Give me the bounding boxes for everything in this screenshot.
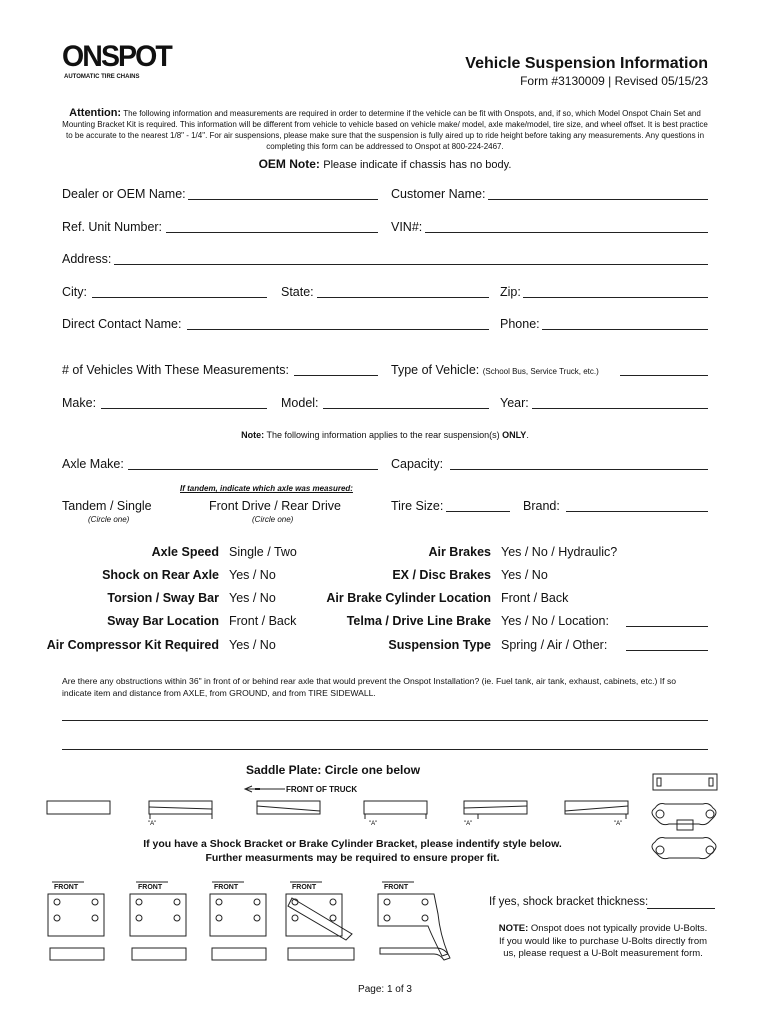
zip-label: Zip: — [500, 285, 521, 299]
zip-field[interactable] — [523, 297, 708, 298]
ubolt-note-text-3: us, please request a U-Bolt measurement form. — [503, 948, 703, 959]
model-label: Model: — [281, 396, 319, 410]
ref-unit-field[interactable] — [166, 232, 378, 233]
rear-note-text: The following information applies to the rear suspension(s) — [266, 430, 500, 440]
page-title: Vehicle Suspension Information — [465, 55, 708, 72]
tire-size-field[interactable] — [446, 511, 510, 512]
city-field[interactable] — [92, 297, 267, 298]
year-label: Year: — [500, 396, 529, 410]
form-info: Form #3130009 | Revised 05/15/23 — [520, 74, 708, 88]
suspension-type-options[interactable]: Spring / Air / Other: — [501, 638, 608, 652]
logo-wordmark: ONSPOT — [62, 40, 171, 73]
brake-cylinder-location-label: Air Brake Cylinder Location — [326, 591, 491, 605]
shock-thickness-label: If yes, shock bracket thickness: — [489, 896, 649, 908]
saddle-plate-option-4[interactable] — [364, 801, 427, 814]
ubolt-note-text-1: Onspot does not typically provide U-Bolts. — [530, 923, 708, 934]
rear-note — [0, 430, 770, 440]
num-vehicles-field[interactable] — [294, 375, 378, 376]
saddle-a-label-2: "A" — [369, 821, 378, 827]
bracket-front-label-3: FRONT — [214, 884, 239, 891]
num-vehicles-label: # of Vehicles With These Measurements: — [62, 363, 289, 377]
vehicle-type-field[interactable] — [620, 375, 708, 376]
vin-label: VIN#: — [391, 220, 423, 234]
axle-make-field[interactable] — [128, 469, 378, 470]
make-label: Make: — [62, 396, 97, 410]
vin-field[interactable] — [425, 232, 708, 233]
attention-paragraph — [60, 108, 710, 152]
vehicle-type-hint: (School Bus, Service Truck, etc.) — [482, 367, 599, 376]
oem-note — [0, 157, 770, 171]
saddle-a-label-1: "A" — [148, 821, 157, 827]
address-field[interactable] — [114, 264, 708, 265]
air-brakes-label: Air Brakes — [428, 545, 491, 559]
vehicle-type-text: Type of Vehicle: — [391, 363, 480, 377]
brand-field[interactable] — [566, 511, 708, 512]
ubolt-note-label: NOTE: — [498, 923, 529, 934]
attention-text: The following information and measurements are required in order to determine if the vehicle can be fit with Onspots, and, if so, which Model Onspot Chain Set and Mounting Bracket Kit is required. This information will be different from vehicle to vehicle based on vehicle make/ model, axle make/model, tire size, and wheel offset. It is best practice to be accurate to the nearest 1/8" - 1/4". For air suspensions, please make sure that the suspension is fully aired up to ride height before taking any measurements. Any questions in completing this form can be addressed to Onspot at 800-224-2467. — [62, 109, 708, 151]
model-field[interactable] — [323, 408, 489, 409]
air-compressor-options[interactable]: Yes / No — [229, 638, 276, 652]
phone-label: Phone: — [500, 317, 540, 331]
bracket-instruction-2: Further measurments may be required to ensure proper fit. — [205, 852, 500, 864]
bracket-front-label-1: FRONT — [54, 884, 79, 891]
air-compressor-label: Air Compressor Kit Required — [46, 638, 219, 652]
bracket-front-label-4: FRONT — [292, 884, 317, 891]
tandem-options[interactable]: Tandem / Single — [62, 499, 152, 513]
capacity-field[interactable] — [450, 469, 708, 470]
torsion-sway-bar-label: Torsion / Sway Bar — [107, 591, 219, 605]
address-label: Address: — [62, 252, 112, 266]
bracket-front-label-2: FRONT — [138, 884, 163, 891]
disc-brakes-label: EX / Disc Brakes — [392, 568, 491, 582]
logo — [62, 40, 177, 80]
tire-size-label: Tire Size: — [391, 499, 444, 513]
customer-label: Customer Name: — [391, 187, 486, 201]
saddle-a-label-3: "A" — [464, 821, 473, 827]
capacity-label: Capacity: — [391, 457, 444, 471]
axle-speed-label: Axle Speed — [151, 545, 219, 559]
saddle-plate-option-1[interactable] — [47, 801, 110, 814]
obstructions-field-1[interactable] — [62, 720, 708, 721]
axle-speed-options[interactable]: Single / Two — [229, 545, 297, 559]
air-brakes-options[interactable]: Yes / No / Hydraulic? — [501, 545, 618, 559]
oem-note-text: Please indicate if chassis has no body. — [323, 159, 512, 171]
telma-options[interactable]: Yes / No / Location: — [501, 614, 609, 628]
shock-rear-axle-label: Shock on Rear Axle — [102, 568, 219, 582]
vehicle-type-label — [391, 363, 599, 377]
bracket-front-label-5: FRONT — [384, 884, 409, 891]
shock-thickness-field[interactable] — [647, 908, 715, 909]
suspension-type-label: Suspension Type — [388, 638, 491, 652]
contact-field[interactable] — [187, 329, 489, 330]
bracket-style-5[interactable] — [378, 894, 448, 956]
rear-note-end: . — [526, 430, 529, 440]
obstructions-question: Are there any obstructions within 36" in front of or behind rear axle that would prevent the Onspot Installation? (ie. Fuel tank, air tank, exhaust, cabinets, etc.) If so indicate item and distance from AXLE, from GROUND, and from TIRE SIDEWALL. — [62, 676, 677, 698]
bracket-diagrams — [40, 878, 470, 970]
sway-bar-location-label: Sway Bar Location — [107, 614, 219, 628]
rear-note-label: Note: — [241, 430, 265, 440]
saddle-a-label-4: "A" — [614, 821, 623, 827]
drive-options[interactable]: Front Drive / Rear Drive — [209, 499, 341, 513]
drive-circle-hint: (Circle one) — [252, 515, 294, 524]
oem-note-label: OEM Note: — [258, 157, 320, 171]
front-of-truck-label: FRONT OF TRUCK — [286, 785, 358, 794]
shock-rear-axle-options[interactable]: Yes / No — [229, 568, 276, 582]
phone-field[interactable] — [542, 329, 708, 330]
ubolt-note-text-2: If you would like to purchase U-Bolts directly from — [498, 935, 708, 947]
sway-bar-location-options[interactable]: Front / Back — [229, 614, 297, 628]
dealer-field[interactable] — [188, 199, 378, 200]
saddle-plate-option-3[interactable] — [257, 801, 320, 814]
axle-make-label: Axle Make: — [62, 457, 124, 471]
saddle-plate-option-6[interactable] — [565, 801, 628, 814]
ubolt-note — [480, 923, 726, 961]
suspension-other-field[interactable] — [626, 650, 708, 651]
tandem-circle-hint: (Circle one) — [88, 515, 130, 524]
city-label: City: — [62, 285, 87, 299]
make-field[interactable] — [101, 408, 267, 409]
page-number: Page: 1 of 3 — [358, 984, 412, 995]
state-field[interactable] — [317, 297, 489, 298]
logo-tagline: AUTOMATIC TIRE CHAINS — [64, 74, 140, 80]
telma-location-field[interactable] — [626, 626, 708, 627]
brand-label: Brand: — [523, 499, 560, 513]
torsion-sway-bar-options[interactable]: Yes / No — [229, 591, 276, 605]
year-field[interactable] — [532, 408, 708, 409]
brake-cylinder-location-options[interactable]: Front / Back — [501, 591, 569, 605]
contact-label: Direct Contact Name: — [62, 317, 182, 331]
disc-brakes-options[interactable]: Yes / No — [501, 568, 548, 582]
attention-label: Attention: — [69, 107, 122, 119]
saddle-title: Saddle Plate: Circle one below — [246, 763, 421, 777]
telma-label: Telma / Drive Line Brake — [346, 614, 491, 628]
rear-note-emph: ONLY — [502, 430, 527, 440]
tandem-note: If tandem, indicate which axle was measured: — [180, 484, 353, 493]
state-label: State: — [281, 285, 314, 299]
bracket-instruction-1: If you have a Shock Bracket or Brake Cylinder Bracket, please indentify style below. — [143, 838, 562, 850]
dealer-label: Dealer or OEM Name: — [62, 187, 186, 201]
customer-field[interactable] — [488, 199, 708, 200]
ref-unit-label: Ref. Unit Number: — [62, 220, 163, 234]
obstructions-field-2[interactable] — [62, 749, 708, 750]
